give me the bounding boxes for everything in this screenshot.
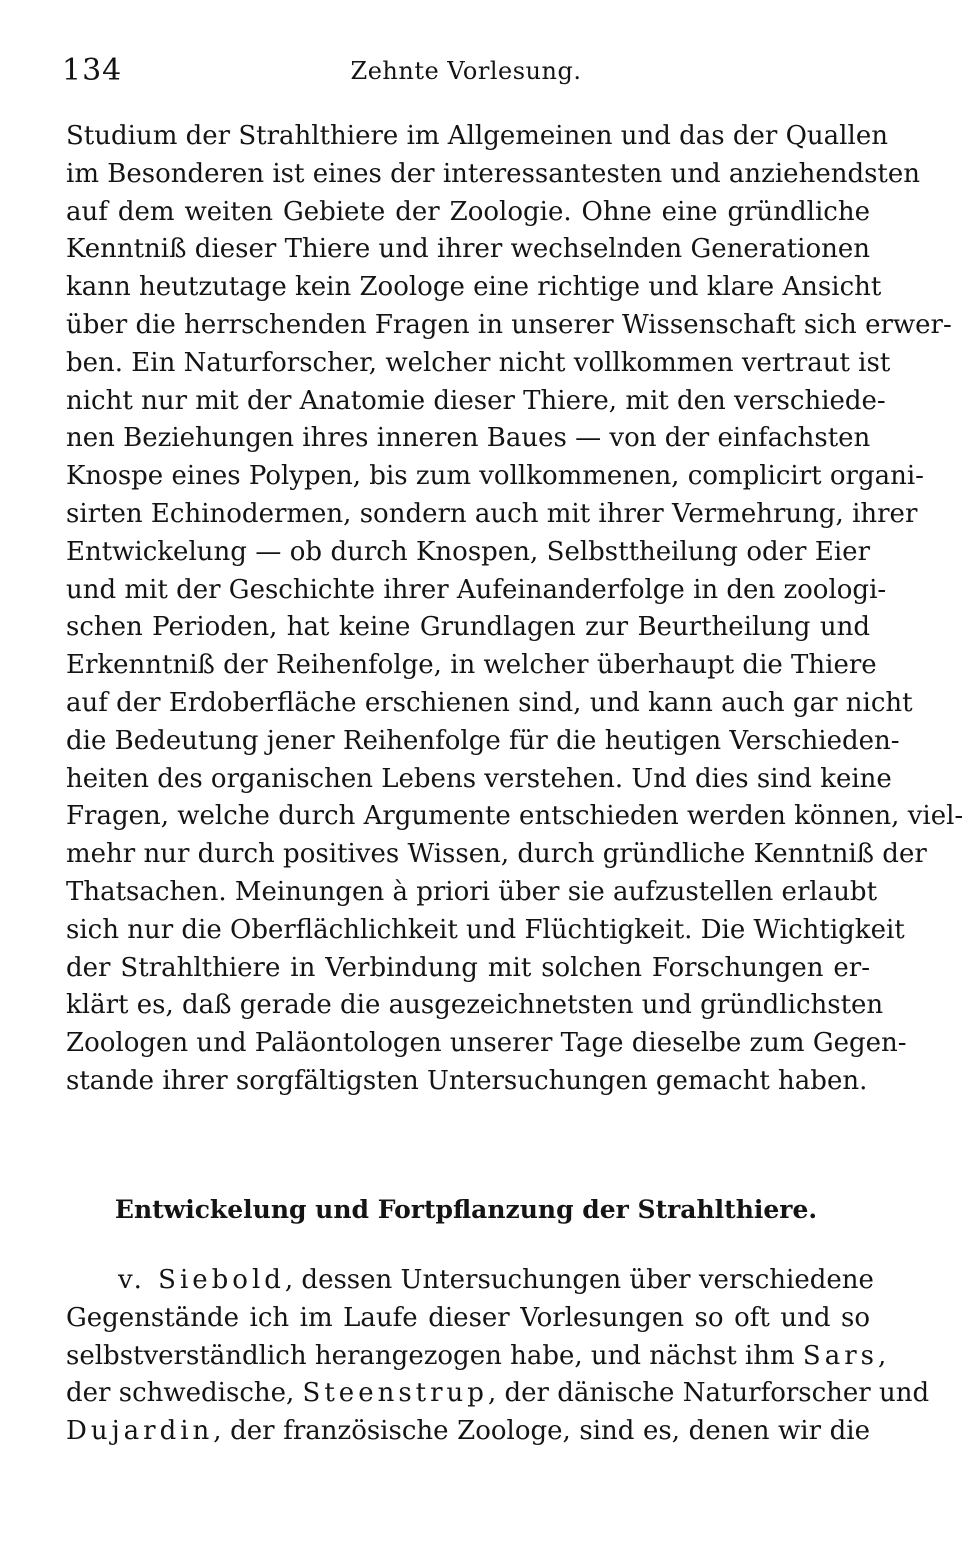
page-header [62, 46, 870, 96]
line-text: , [877, 1340, 887, 1371]
text-line: kann heutzutage kein Zoologe eine richtige und klare Ansicht [66, 272, 882, 303]
text-line: sirten Echinodermen, sondern auch mit ihrer Vermehrung, ihrer [66, 498, 918, 529]
paragraph-2 [66, 1262, 930, 1451]
text-line: ben. Ein Naturforscher, welcher nicht vollkommen vertraut ist [66, 347, 891, 378]
text-line: im Besonderen ist eines der interessantesten und anziehendsten [66, 158, 921, 189]
text-line: Entwickelung — ob durch Knospen, Selbsttheilung oder Eier [66, 536, 870, 567]
text-line: der Strahlthiere in Verbindung mit solchen Forschungen er- [66, 952, 870, 983]
text-line: heiten des organischen Lebens verstehen. Und dies sind keine [66, 763, 892, 794]
text-line: auf dem weiten Gebiete der Zoologie. Ohne eine gründliche [66, 196, 870, 227]
page-number: 134 [62, 53, 123, 88]
text-line: nicht nur mit der Anatomie dieser Thiere, mit den verschiede- [66, 385, 886, 416]
text-line [66, 1338, 887, 1376]
text-line: Erkenntniß der Reihenfolge, in welcher überhaupt die Thiere [66, 650, 877, 681]
text-line: sich nur die Oberflächlichkeit und Flüchtigkeit. Die Wichtigkeit [66, 914, 905, 945]
text-line: nen Beziehungen ihres inneren Baues — von der einfachsten [66, 423, 871, 454]
text-line: und mit der Geschichte ihrer Aufeinanderfolge in den zoologi- [66, 574, 887, 605]
text-line: auf der Erdoberfläche erschienen sind, und kann auch gar nicht [66, 687, 913, 718]
text-line: stande ihrer sorgfältigsten Untersuchungen gemacht haben. [66, 1065, 868, 1096]
section-heading: Entwickelung und Fortpflanzung der Strahlthiere. [114, 1195, 818, 1224]
text-line: Fragen, welche durch Argumente entschieden werden können, viel- [66, 801, 963, 832]
running-head: Zehnte Vorlesung. [350, 57, 582, 85]
person-name: v. Siebold [118, 1265, 285, 1295]
text-line: schen Perioden, hat keine Grundlagen zur Beurtheilung und [66, 612, 870, 643]
line-text: , der französische Zoologe, sind es, denen wir die [213, 1416, 870, 1447]
text-line: klärt es, daß gerade die ausgezeichnetsten und gründlichsten [66, 990, 884, 1021]
line-text: selbstverständlich herangezogen habe, und nächst ihm [66, 1340, 803, 1371]
text-line [66, 1375, 930, 1413]
text-line [66, 1262, 874, 1300]
paragraph-1 [66, 118, 963, 1101]
text-line: Thatsachen. Meinungen à priori über sie aufzustellen erlaubt [66, 876, 878, 907]
text-line: über die herrschenden Fragen in unserer Wissenschaft sich erwer- [66, 309, 952, 340]
person-name: Dujardin [66, 1416, 214, 1447]
text-line: Kenntniß dieser Thiere und ihrer wechselnden Generationen [66, 234, 870, 265]
text-line: Gegenstände ich im Laufe dieser Vorlesungen so oft und so [66, 1302, 870, 1333]
text-line: Studium der Strahlthiere im Allgemeinen und das der Quallen [66, 121, 888, 151]
person-name: Steenstrup [302, 1378, 488, 1409]
line-text: , der dänische Naturforscher und [487, 1378, 930, 1409]
text-line: Knospe eines Polypen, bis zum vollkommenen, complicirt organi- [66, 461, 924, 492]
person-name: Sars [802, 1340, 878, 1371]
line-text: , dessen Untersuchungen über verschiedene [284, 1265, 874, 1295]
text-line: die Bedeutung jener Reihenfolge für die heutigen Verschieden- [66, 725, 900, 756]
text-line: Zoologen und Paläontologen unserer Tage dieselbe zum Gegen- [66, 1028, 907, 1059]
text-line: mehr nur durch positives Wissen, durch gründliche Kenntniß der [66, 839, 927, 870]
text-line [66, 1413, 870, 1451]
line-text: der schwedische, [66, 1378, 303, 1409]
